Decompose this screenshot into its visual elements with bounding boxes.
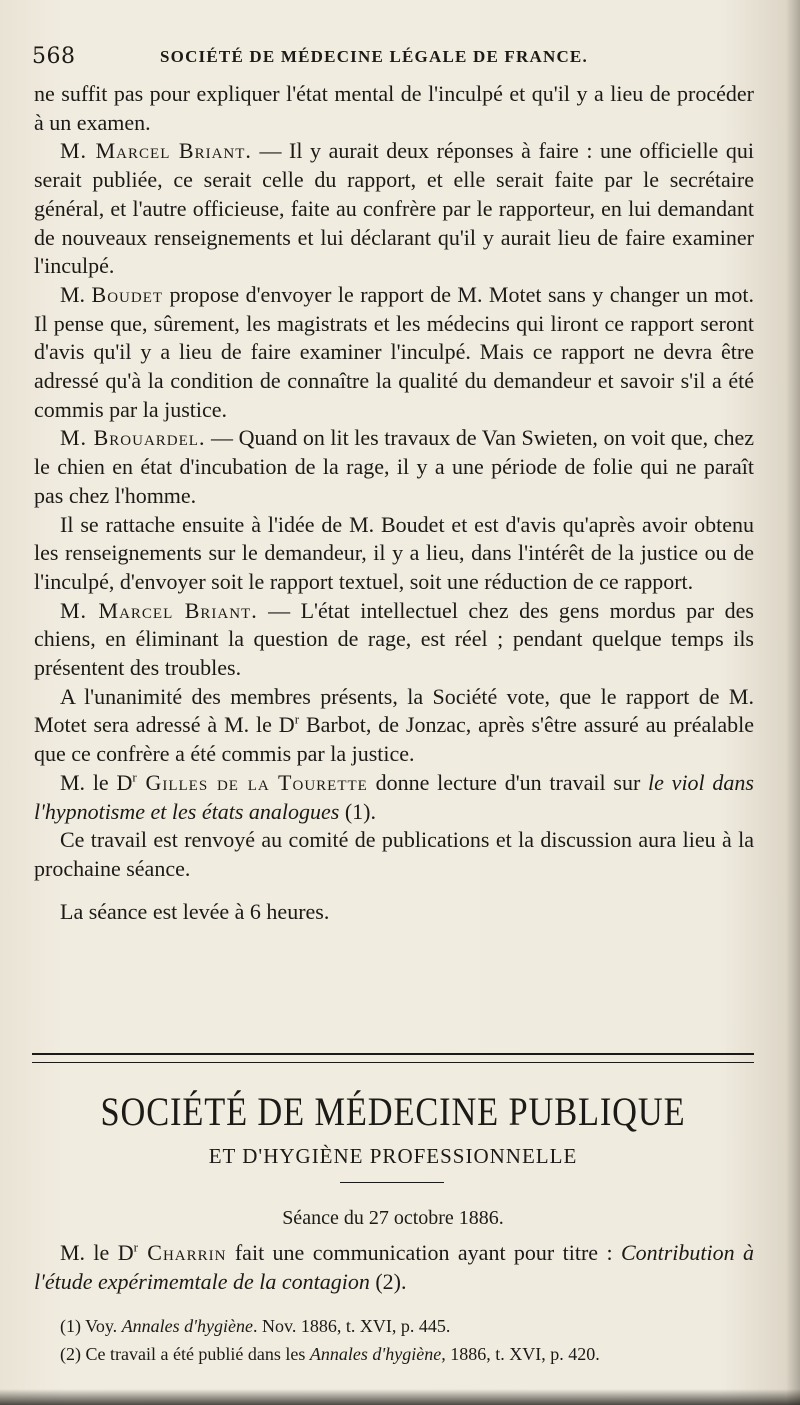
paragraph-text: Barbot, de Jonzac, après s'être assuré au préalable que ce confrère a été commis par la justice. [34, 712, 754, 767]
speaker-name: Charrin [137, 1240, 227, 1265]
speaker-name: M. Brouardel. [60, 425, 206, 451]
footnote-text: . Nov. 1886, t. XVI, p. 445. [253, 1316, 451, 1336]
paragraph-briant-1 [34, 137, 754, 281]
speaker-name: Boudet [91, 281, 164, 307]
section-subtitle: ET D'HYGIÈNE PROFESSIONNELLE [208, 1144, 578, 1168]
paragraph-renvoye: Ce travail est renvoyé au comité de publications et la discussion aura lieu à la prochaine séance. [34, 827, 754, 881]
work-title: Contribution à l'étude expérimemtale de la contagion [34, 1240, 754, 1294]
footnote-text: 1886, t. XVI, p. 420. [445, 1344, 600, 1364]
paragraph-continuation: ne suffit pas pour expliquer l'état mental de l'inculpé et qu'il y a lieu de procéder à un examen. [34, 81, 754, 135]
footnotes [60, 1312, 760, 1368]
speaker-prefix: M. le D [60, 1240, 134, 1265]
paragraph-brouardel [34, 424, 754, 510]
footnote-1 [60, 1312, 760, 1340]
paragraph-briant-2 [34, 597, 754, 683]
superscript: r [294, 712, 300, 728]
section-divider [32, 1053, 754, 1063]
footnote-ref: (1). [339, 798, 376, 824]
footnote-text: (1) Voy. [60, 1316, 122, 1336]
subtitle-rule [340, 1182, 444, 1183]
paragraph-closing: La séance est levée à 6 heures. [60, 898, 330, 924]
page-header [32, 44, 752, 74]
paragraph-text: — L'état intellectuel chez des gens mordus par des chiens, en éliminant la question de rage, est réel ; pendant quelque temps ils présentent des troubles. [34, 597, 754, 681]
paragraph-text: propose d'envoyer le rapport de M. Motet sans y changer un mot. Il pense que, sûrement, les magistrats et les médecins qui liront ce rapport seront d'avis qu'il y a lieu de faire examiner l'inculpé. Mais ce rapport ne devra être adressé qu'à la condition de connaître la qualité du demandeur et savoir s'il a été commis par la justice. [34, 281, 754, 422]
section-body [34, 1238, 754, 1296]
journal-title: Annales d'hygiène [121, 1316, 253, 1336]
footnote-text: (2) Ce travail a été publié dans les [60, 1344, 310, 1364]
work-title: le viol dans l'hypnotisme et les états analogues [34, 769, 754, 824]
session-date: Séance du 27 octobre 1886. [282, 1207, 504, 1229]
paragraph-text: donne lecture d'un travail sur [367, 769, 649, 795]
page-number: 568 [32, 44, 76, 69]
superscript: r [133, 1239, 138, 1255]
footnote-2 [60, 1340, 760, 1368]
journal-title: Annales d'hygiène, [309, 1344, 446, 1364]
paragraph-rattache: Il se rattache ensuite à l'idée de M. Boudet et est d'avis qu'après avoir obtenu les renseignements sur le demandeur, il y a lieu, dans l'intérêt de la justice ou de l'inculpé, d'envoyer soit le rapport textuel, soit une réduction de ce rapport. [34, 511, 754, 594]
speaker-prefix: M. [60, 281, 92, 307]
paragraph-gilles [34, 769, 754, 826]
speaker-prefix: M. le D [60, 769, 133, 795]
paragraph-charrin [34, 1238, 754, 1296]
paragraph-boudet [34, 281, 754, 425]
section-title: SOCIÉTÉ DE MÉDECINE PUBLIQUE [100, 1089, 686, 1134]
paragraph-text: — Quand on lit les travaux de Van Swieten, on voit que, chez le chien en état d'incubation de la rage, il y a une période de folie qui ne paraît pas chez l'homme. [34, 425, 754, 508]
paragraph-text: A l'unanimité des membres présents, la Société vote, que le rapport de M. Motet sera adressé à M. le D [34, 683, 754, 738]
minutes-body [34, 80, 754, 926]
speaker-name: Gilles de la Tourette [136, 769, 368, 795]
speaker-name: M. Marcel Briant. [60, 597, 258, 623]
speaker-name: M. Marcel Briant. [60, 138, 252, 164]
paragraph-text: fait une communication ayant pour titre : [226, 1240, 621, 1265]
footnote-ref: (2). [369, 1269, 407, 1294]
scan-edge [0, 1389, 800, 1405]
superscript: r [132, 769, 137, 785]
running-head: SOCIÉTÉ DE MÉDECINE LÉGALE DE FRANCE. [160, 47, 588, 66]
paragraph-vote [34, 683, 754, 769]
binding-shadow [786, 0, 800, 1405]
paragraph-text: — Il y aurait deux réponses à faire : une officielle qui serait publiée, ce serait celle du rapport, et elle serait faite par le secrétaire général, et l'autre officieuse, faite au confrère par le rapporteur, en lui demandant de nouveaux renseignements et lui déclarant qu'il y aurait lieu de faire examiner l'inculpé. [34, 138, 754, 279]
